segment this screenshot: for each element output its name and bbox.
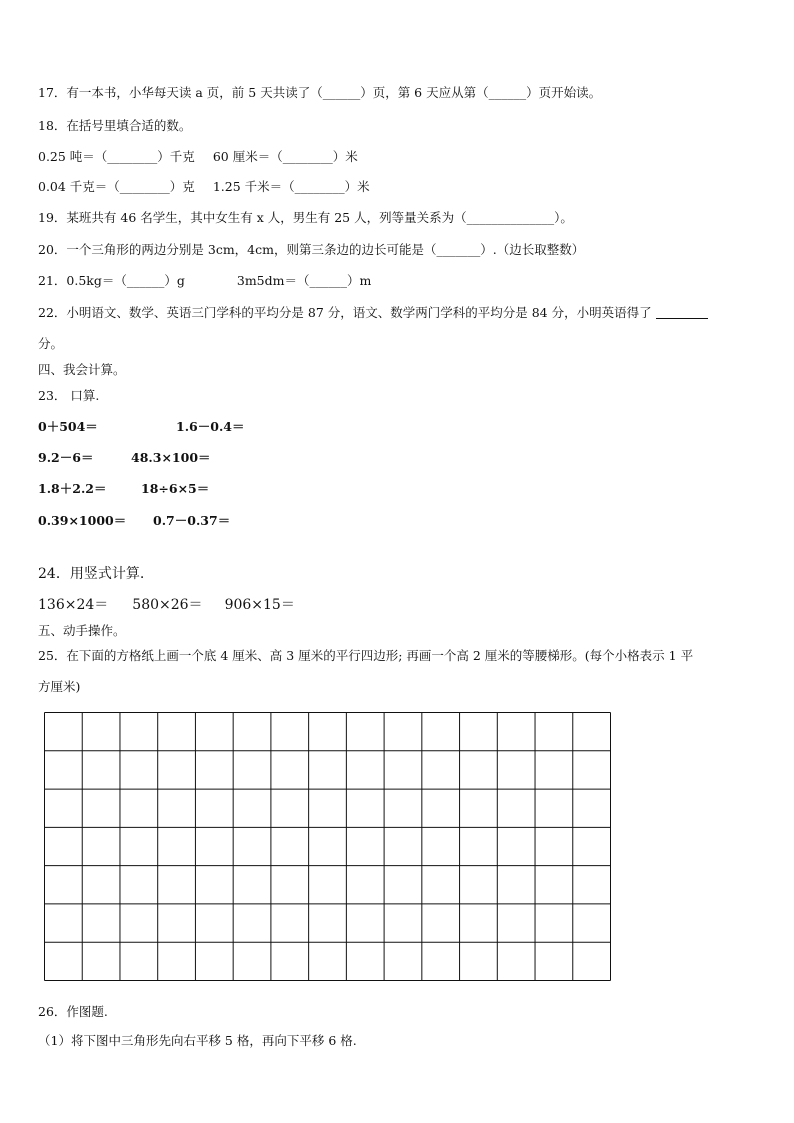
question-19: 19．某班共有 46 名学生，其中女生有 x 人，男生有 25 人，列等量关系为（______________）。 <box>38 210 573 225</box>
q18-item-cm: 60 厘米＝（________）米 <box>212 149 358 164</box>
q23-row-1 <box>38 417 245 435</box>
square-grid-paper[interactable] <box>43 711 613 983</box>
q23-expr: 0.7－0.37＝ <box>153 513 231 528</box>
question-22-line-2: 分。 <box>38 336 64 351</box>
question-21 <box>38 271 371 289</box>
section-4-heading: 四、我会计算。 <box>38 362 126 377</box>
question-18-row-2 <box>38 177 370 195</box>
q23-expr: 1.6－0.4＝ <box>176 419 245 434</box>
q18-item-kg: 0.04 千克＝（________）克 <box>38 179 195 194</box>
q18-item-ton: 0.25 吨＝（________）千克 <box>38 149 195 164</box>
q23-expr: 0＋504＝ <box>38 419 98 434</box>
q23-expr: 9.2－6＝ <box>38 450 94 465</box>
q23-expr: 0.39×1000＝ <box>38 513 127 528</box>
question-25-line-1: 25．在下面的方格纸上画一个底 4 厘米、高 3 厘米的平行四边形; 再画一个高 2 厘米的等腰梯形。(每个小格表示 1 平 <box>38 648 694 663</box>
question-18-row-1 <box>38 147 358 165</box>
question-26-title: 26．作图题. <box>38 1004 108 1019</box>
q21-item-m: 3m5dm＝（______）m <box>236 273 372 288</box>
q23-expr: 18÷6×5＝ <box>141 481 210 496</box>
question-20: 20．一个三角形的两边分别是 3cm，4cm，则第三条边的边长可能是（_______）.（边长取整数） <box>38 242 585 257</box>
q23-row-4 <box>38 511 230 529</box>
q24-expr: 906×15＝ <box>224 597 295 613</box>
q21-item-kg: 21．0.5kg＝（______）g <box>38 273 185 288</box>
q23-row-2 <box>38 448 211 466</box>
section-5-heading: 五、动手操作。 <box>38 623 126 638</box>
q23-row-3 <box>38 479 209 497</box>
question-22-line-1 <box>38 303 708 321</box>
question-17: 17．有一本书，小华每天读 a 页，前 5 天共读了（______）页，第 6 天应从第（______）页开始读。 <box>38 85 602 100</box>
question-23-title: 23． 口算. <box>38 388 100 403</box>
q22-text: 22．小明语文、数学、英语三门学科的平均分是 87 分，语文、数学两门学科的平均分是 84 分，小明英语得了 <box>38 305 652 320</box>
answer-blank <box>656 306 708 319</box>
q23-expr: 1.8＋2.2＝ <box>38 481 107 496</box>
question-26-sub-1: （1）将下图中三角形先向右平移 5 格，再向下平移 6 格. <box>38 1033 357 1048</box>
question-25-line-2: 方厘米) <box>38 679 81 694</box>
q23-expr: 48.3×100＝ <box>131 450 211 465</box>
question-24-title: 24．用竖式计算. <box>38 566 145 582</box>
q24-expr: 580×26＝ <box>132 597 203 613</box>
q24-expr: 136×24＝ <box>38 597 109 613</box>
question-18-title: 18．在括号里填合适的数。 <box>38 118 192 133</box>
q18-item-km: 1.25 千米＝（________）米 <box>212 179 370 194</box>
q24-items <box>38 594 295 614</box>
